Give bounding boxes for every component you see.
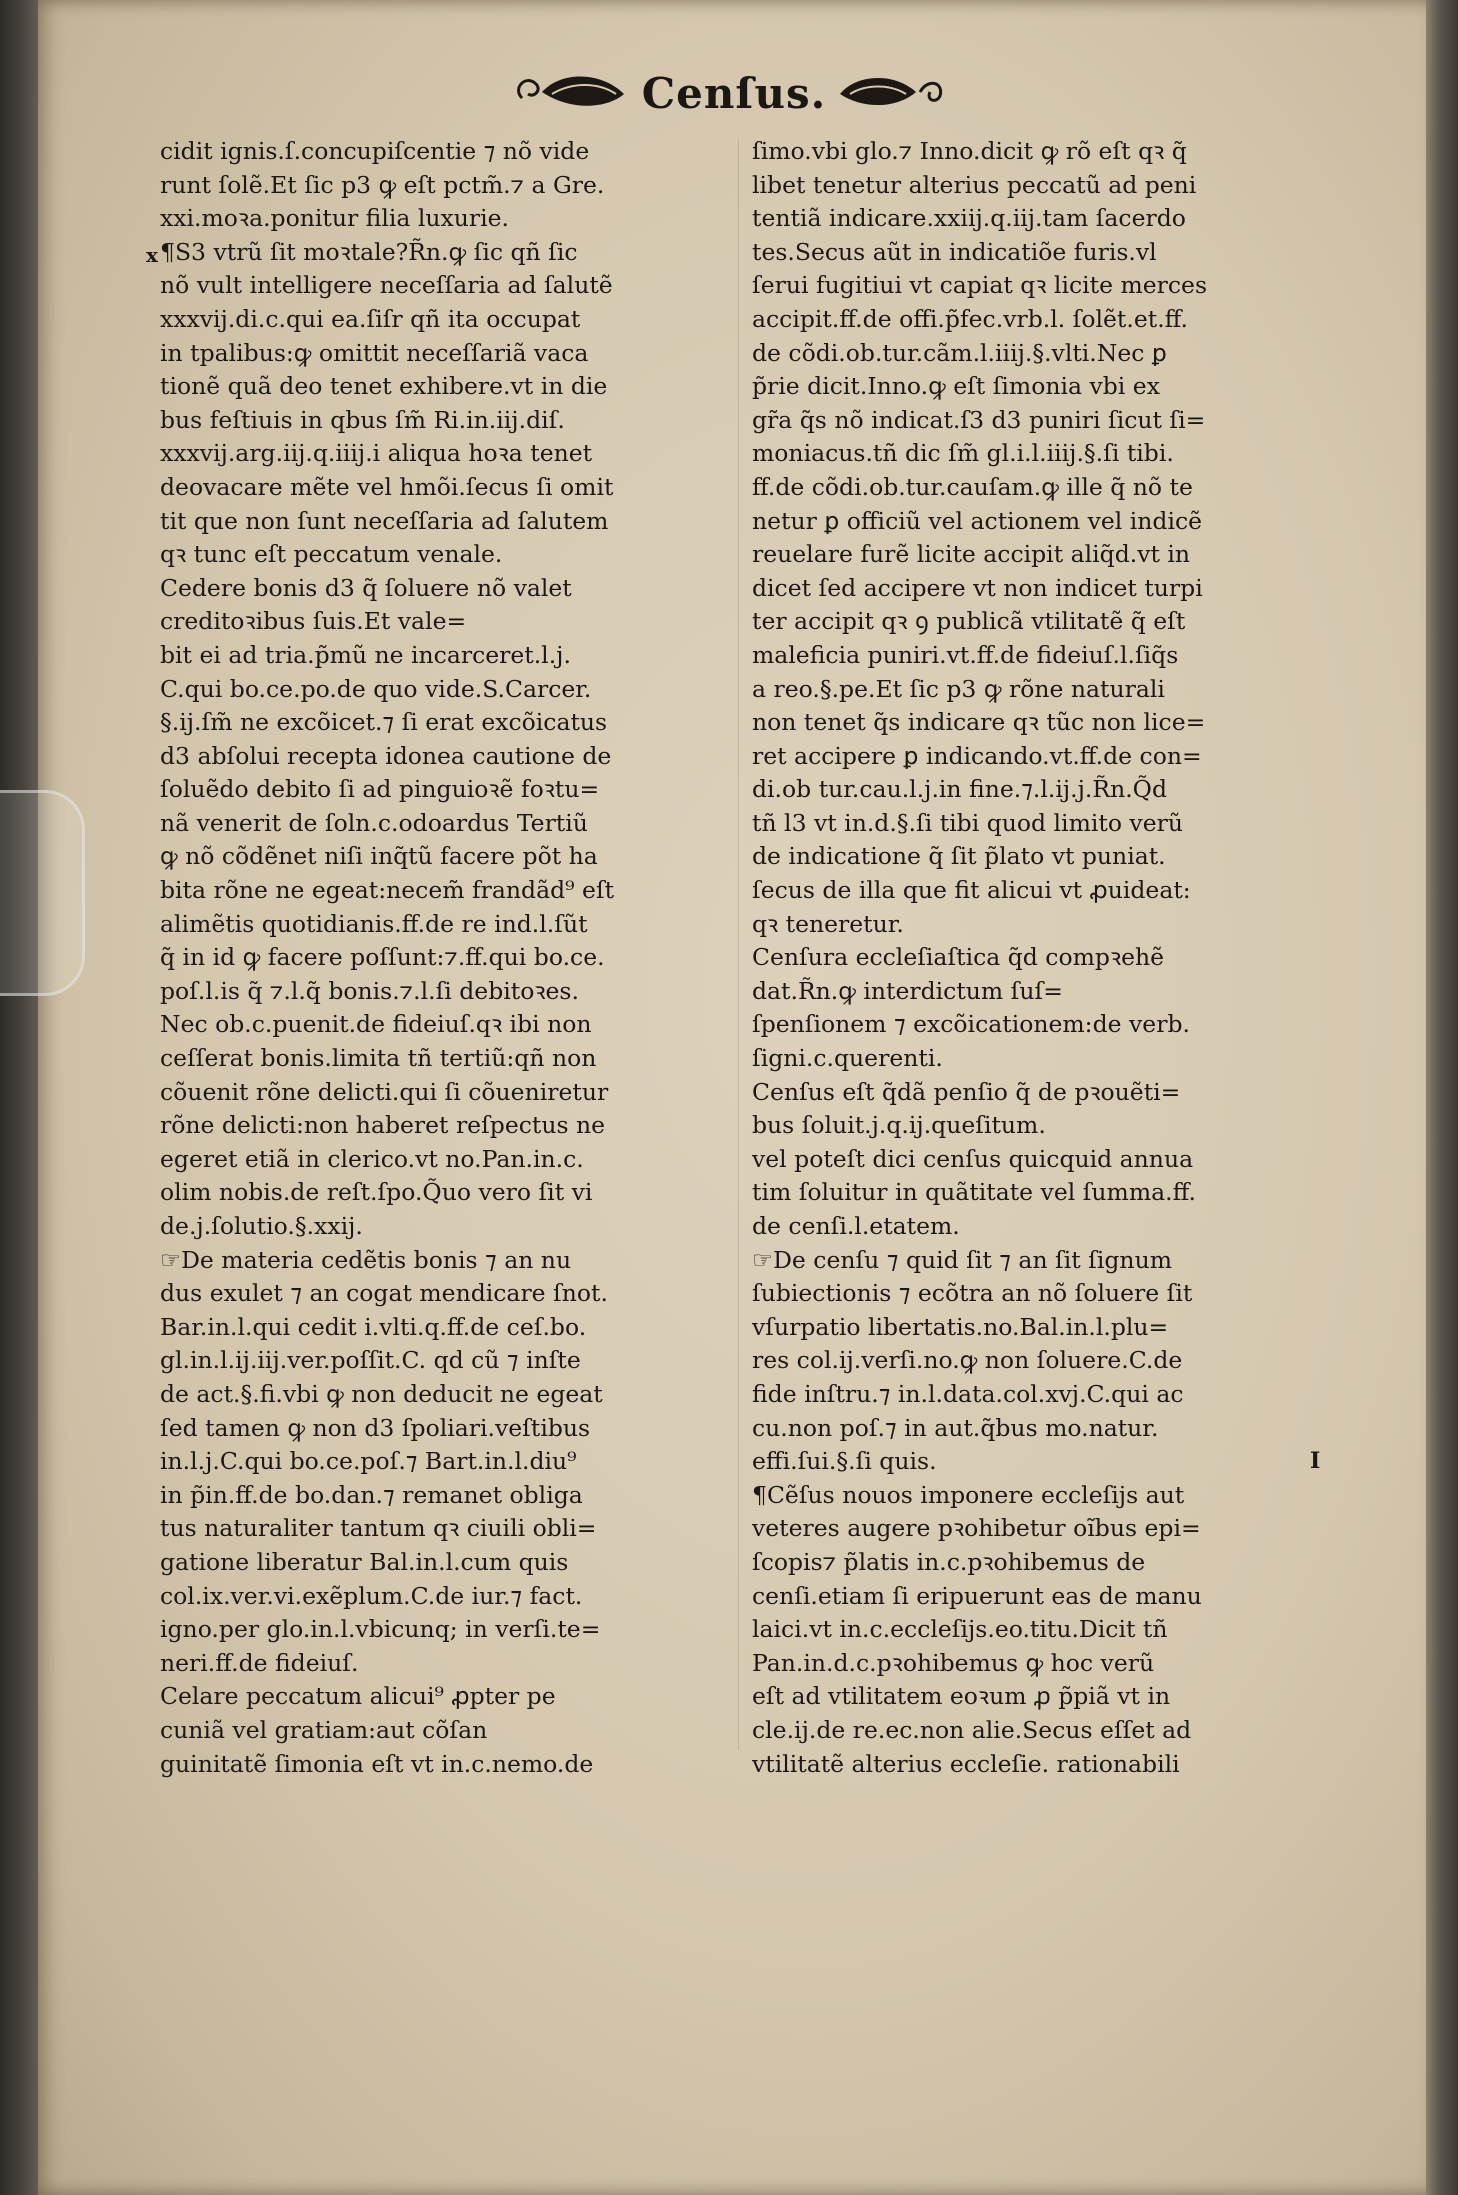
text-line: in tpalibus:ꝙ omittit neceſſariã vaca (160, 338, 589, 367)
text-line: dus exulet ⁊ an cogat mendicare ſnot. (160, 1279, 608, 1308)
text-line: §.ij.ſm̃ ne excõicet.⁊ ſi erat excõicatus (160, 708, 608, 737)
text-line: neri.ff.de fideiuſ. (160, 1648, 359, 1677)
text-line: ff.de cõdi.ob.tur.cauſam.ꝙ ille q̃ nõ te (752, 472, 1193, 501)
text-line: bit ei ad tria.p̃mũ ne incarceret.l.j. (160, 640, 571, 669)
text-line: bus ſoluit.j.q.ij.queſitum. (752, 1111, 1046, 1140)
text-line: reuelare furẽ licite accipit aliq̃d.vt in (752, 540, 1191, 569)
text-line: Bar.in.l.qui cedit i.vlti.q.ff.de ceſ.bo. (160, 1312, 587, 1341)
text-line: rõne delicti:non haberet reſpectus ne (160, 1111, 606, 1140)
text-line: Cenſus eſt q̃dã penſio q̃ de pꝛouẽti= (752, 1077, 1181, 1106)
text-line: ter accipit qꝛ ꝯ publicã vtilitatẽ q̃ eſt (752, 607, 1186, 636)
text-line: Cedere bonis d3 q̃ ſoluere nõ valet (160, 573, 572, 602)
text-line: ret accipere ꝑ indicando.vt.ff.de con= (752, 741, 1202, 770)
text-line: a reo.§.pe.Et ſic p3 ꝙ rõne naturali (752, 674, 1165, 703)
text-line: vſurpatio libertatis.no.Bal.in.l.plu= (752, 1312, 1169, 1341)
text-line: effi.ſui.§.ſi quis. (752, 1447, 937, 1476)
text-line: cõuenit rõne delicti.qui ſi cõueniretur (160, 1077, 609, 1106)
text-line: tionẽ quã deo tenet exhibere.vt in die (160, 372, 608, 401)
left-text-column (160, 135, 720, 1781)
left-ornament-icon (512, 68, 632, 118)
text-line: vtilitatẽ alterius eccleſie. rationabili (752, 1749, 1180, 1778)
running-header (0, 68, 1458, 118)
text-line: xxxvij.di.c.qui ea.ſiſr qñ ita occupat (160, 304, 581, 333)
text-line: de.j.ſolutio.§.xxij. (160, 1212, 363, 1240)
text-line: di.ob tur.cau.l.j.in fine.⁊.l.ij.j.R̃n.Q̃d (752, 775, 1167, 804)
column-divider (738, 140, 739, 1750)
text-line: igno.per glo.in.l.vbicunq; in verſi.te= (160, 1615, 601, 1644)
text-line: moniacus.tñ dic ſm̃ gl.i.l.iiij.§.ſi tibi. (752, 439, 1174, 468)
text-line: ſoluẽdo debito ſi ad pinguioꝛẽ foꝛtu= (160, 775, 600, 804)
header-title: Cenſus. (641, 68, 827, 118)
text-line: gl.in.l.ij.iij.ver.poſſit.C. qd cũ ⁊ inſte (160, 1346, 581, 1375)
text-line: cenſi.etiam ſi eripuerunt eas de manu (752, 1581, 1202, 1610)
text-line: xxxvij.arg.iij.q.iiij.i aliqua hoꝛa tenet (160, 439, 593, 468)
text-line: ¶Cẽſus nouos imponere eccleſijs aut (752, 1480, 1185, 1509)
text-line: d3 abſolui recepta idonea cautione de (160, 741, 612, 770)
text-line: tim ſoluitur in quãtitate vel ſumma.ff. (752, 1178, 1196, 1207)
text-line: dat.R̃n.ꝙ interdictum ſuſ= (752, 976, 1063, 1005)
text-line: libet tenetur alterius peccatũ ad peni (752, 170, 1197, 199)
text-line: olim nobis.de reſt.ſpo.Q̃uo vero ſit vi (160, 1178, 593, 1207)
page-right-edge (1426, 0, 1458, 2195)
text-line: tus naturaliter tantum qꝛ ciuili obli= (160, 1514, 597, 1543)
text-line: tes.Secus aũt in indicatiõe furis.vl (752, 237, 1157, 266)
text-line: ſpenſionem ⁊ excõicationem:de verb. (752, 1010, 1190, 1039)
text-line: dicet ſed accipere vt non indicet turpi (752, 573, 1203, 602)
text-line: ſerui fugitiui vt capiat qꝛ licite merces (752, 271, 1208, 300)
right-ornament-icon (836, 68, 946, 118)
text-line: ſcopis⁊ p̃latis in.c.pꝛohibemus de (752, 1547, 1146, 1576)
text-line: ☞De cenſu ⁊ quid ſit ⁊ an ſit ſignum (752, 1245, 1172, 1274)
text-line: ſed tamen ꝙ non d3 ſpoliari.veſtibus (160, 1413, 591, 1442)
text-line: de cõdi.ob.tur.cãm.l.iiij.§.vlti.Nec ꝑ (752, 338, 1167, 367)
text-line: nõ vult intelligere neceſſaria ad ſalutẽ (160, 271, 613, 300)
text-line: netur ꝑ officiũ vel actionem vel indicẽ (752, 506, 1203, 535)
text-line: egeret etiã in clerico.vt no.Pan.in.c. (160, 1144, 584, 1173)
text-line: tentiã indicare.xxiij.q.iij.tam ſacerdo (752, 204, 1186, 233)
text-line: cuniã vel gratiam:aut cõſan (160, 1715, 488, 1744)
text-line: ¶S3 vtrũ ſit moꝛtale?R̃n.ꝙ ſic qñ ſic (160, 237, 578, 266)
text-line: gatione liberatur Bal.in.l.cum quis (160, 1547, 569, 1576)
text-line: de act.§.fi.vbi ꝙ non deducit ne egeat (160, 1379, 603, 1408)
text-line: xxi.moꝛa.ponitur filia luxurie. (160, 204, 510, 233)
text-line: cu.non poſ.⁊ in aut.q̃bus mo.natur. (752, 1413, 1159, 1442)
text-line: maleficia puniri.vt.ff.de fideiuſ.l.ſiq̃s (752, 640, 1179, 669)
text-line: q̃ in id ꝙ facere poſſunt:⁊.ff.qui bo.ce. (160, 943, 605, 972)
text-line: ſubiectionis ⁊ ecõtra an nõ ſoluere ſit (752, 1279, 1193, 1308)
text-line: qꝛ tunc eſt peccatum venale. (160, 540, 503, 569)
right-margin-mark: I (1310, 1448, 1321, 1474)
text-line: in.l.j.C.qui bo.ce.poſ.⁊ Bart.in.l.diu⁹ (160, 1447, 577, 1476)
text-line: guinitatẽ ſimonia eſt vt in.c.nemo.de (160, 1749, 594, 1778)
text-line: bus feſtiuis in qbus ſm̃ Ri.in.iij.diſ. (160, 405, 565, 434)
text-line: accipit.ff.de offi.p̃fec.vrb.l. ſolẽt.et.ff. (752, 304, 1188, 333)
text-line: fide inſtru.⁊ in.l.data.col.xvj.C.qui ac (752, 1379, 1184, 1408)
text-line: deovacare mẽte vel hmõi.ſecus ſi omit (160, 472, 614, 501)
text-line: ☞De materia cedẽtis bonis ⁊ an nu (160, 1245, 572, 1274)
text-line: laici.vt in.c.eccleſijs.eo.titu.Dicit tñ (752, 1615, 1168, 1644)
left-margin-mark: x (146, 243, 158, 267)
text-line: creditoꝛibus ſuis.Et vale= (160, 607, 467, 636)
text-line: tit que non ſunt neceſſaria ad ſalutem (160, 506, 609, 535)
text-line: runt ſolẽ.Et ſic p3 ꝙ eſt pctm̃.⁊ a Gre. (160, 170, 605, 199)
text-line: Nec ob.c.puenit.de fideiuſ.qꝛ ibi non (160, 1010, 592, 1039)
text-line: de cenſi.l.etatem. (752, 1212, 960, 1240)
text-line: Celare peccatum alicui⁹ ꝓpter pe (160, 1682, 556, 1711)
text-line: eſt ad vtilitatem eoꝛum ꝓ p̃piã vt in (752, 1682, 1171, 1711)
text-line: ꝙ nõ cõdẽnet niſi inq̃tũ facere põt ha (160, 842, 598, 871)
text-line: qꝛ teneretur. (752, 909, 904, 938)
page-clip (0, 790, 85, 996)
text-line: Pan.in.d.c.pꝛohibemus ꝙ hoc verũ (752, 1648, 1155, 1677)
text-line: ſimo.vbi glo.⁊ Inno.dicit ꝙ rõ eſt qꝛ q̃ (752, 137, 1187, 165)
text-line: non tenet q̃s indicare qꝛ tũc non lice= (752, 708, 1206, 737)
text-line: nã venerit de ſoln.c.odoardus Tertiũ (160, 808, 588, 837)
text-line: Cenſura eccleſiaſtica q̃d compꝛehẽ (752, 943, 1165, 972)
text-line: ſecus de illa que fit alicui vt ꝓuideat: (752, 876, 1191, 905)
text-line: C.qui bo.ce.po.de quo vide.S.Carcer. (160, 674, 592, 703)
right-text-column (752, 135, 1312, 1781)
text-line: p̃rie dicit.Inno.ꝙ eſt ſimonia vbi ex (752, 372, 1160, 401)
text-line: ceſſerat bonis.limita tñ tertiũ:qñ non (160, 1044, 597, 1073)
text-line: veteres augere pꝛohibetur oĩbus epi= (752, 1514, 1201, 1543)
text-line: vel poteſt dici cenſus quicquid annua (752, 1144, 1194, 1173)
text-line: cle.ij.de re.ec.non alie.Secus eſſet ad (752, 1715, 1192, 1744)
text-line: bita rõne ne egeat:necem̃ frandãd⁹ eſt (160, 876, 615, 905)
text-line: col.ix.ver.vi.exẽplum.C.de iur.⁊ fact. (160, 1581, 583, 1610)
text-line: cidit ignis.ſ.concupiſcentie ⁊ nõ vide (160, 137, 590, 165)
text-line: ſigni.c.querenti. (752, 1044, 943, 1073)
text-line: in p̃in.ff.de bo.dan.⁊ remanet obliga (160, 1480, 583, 1509)
text-line: gr̃a q̃s nõ indicat.ſ3 d3 puniri ſicut ſi= (752, 405, 1206, 434)
text-line: alimẽtis quotidianis.ff.de re ind.l.ſũt (160, 909, 588, 938)
text-line: tñ l3 vt in.d.§.ſi tibi quod limito verũ (752, 808, 1183, 837)
text-line: poſ.l.is q̃ ⁊.l.q̃ bonis.⁊.l.ſi debitoꝛes. (160, 976, 579, 1005)
text-line: res col.ij.verſi.no.ꝙ non ſoluere.C.de (752, 1346, 1183, 1375)
text-line: de indicatione q̃ ſit p̃lato vt puniat. (752, 842, 1166, 871)
